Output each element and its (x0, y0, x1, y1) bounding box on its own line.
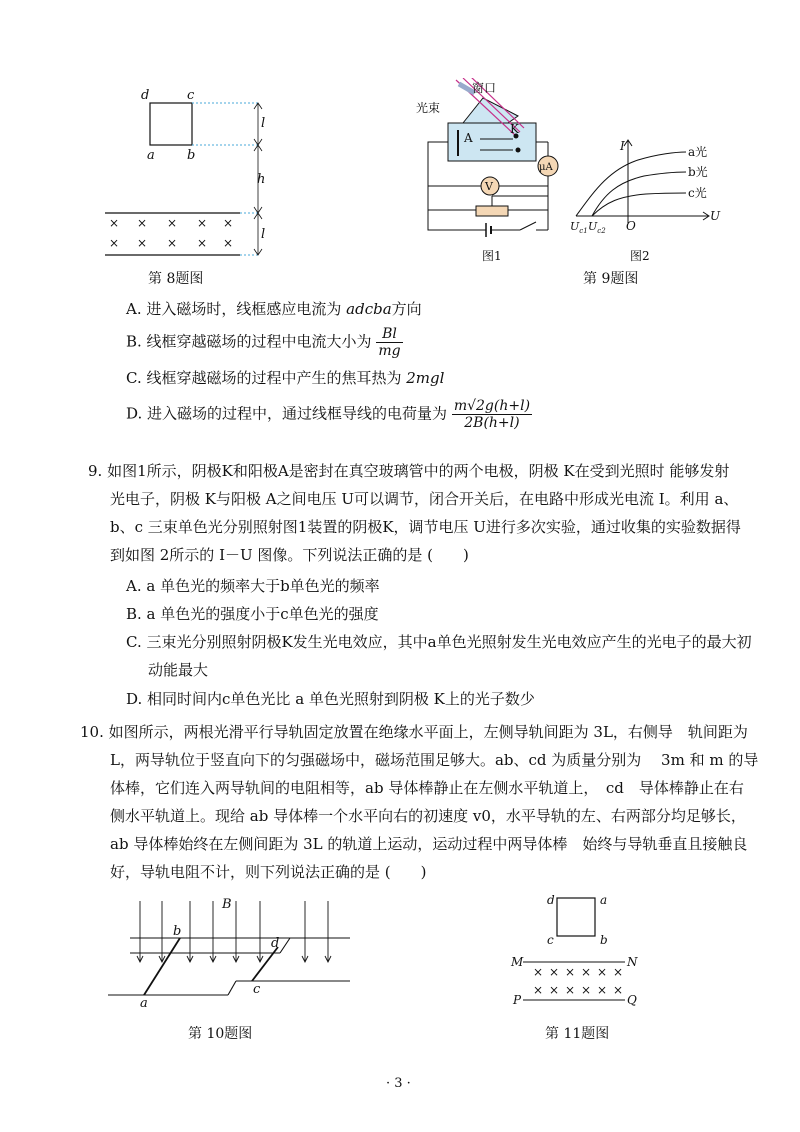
q8-option-d: D. 进入磁场的过程中，通过线框导线的电荷量为 $\frac{m√2g(h+l)}{2B(h+l)}$ (126, 398, 531, 431)
svg-text:×: × (549, 983, 560, 997)
figure-8 (95, 85, 275, 260)
label-l-bottom: l (261, 227, 266, 242)
q10-line-1: 10. 如图所示，两根光滑平行导轨固定放置在绝缘水平面上，左侧导轨间距为 3L，右侧导 轨间距为 (80, 723, 748, 741)
figure-9 (408, 78, 728, 263)
svg-text:×: × (109, 216, 120, 230)
q9-option-c-line-1: C. 三束光分别照射阴极K发生光电效应，其中a单色光照射发生光电效应产生的光电子的最大初 (126, 633, 752, 651)
svg-text:×: × (137, 236, 148, 250)
q9-option-b: B. a 单色光的强度小于c单色光的强度 (126, 605, 379, 623)
microammeter-label: μA (539, 162, 553, 173)
svg-text:×: × (223, 236, 234, 250)
beam-label: 光束 (416, 101, 441, 115)
svg-text:×: × (197, 236, 208, 250)
b-light-label: b光 (688, 165, 708, 179)
q8-option-b: B. 线框穿越磁场的过程中电流大小为 $\frac{Bl}{mg}$ (126, 326, 401, 359)
svg-text:×: × (223, 216, 234, 230)
q10-line-3: 体棒，它们连入两导轨间的电阻相等，ab 导体棒静止在左侧水平轨道上， cd 导体棒静止在右 (110, 779, 744, 797)
svg-text:×: × (167, 216, 178, 230)
page-number: · 3 · (386, 1076, 411, 1091)
svg-text:×: × (581, 965, 592, 979)
label-b: b (187, 148, 196, 163)
label-B: B (222, 897, 232, 912)
window-label: 窗口 (472, 81, 497, 95)
q9-line-3: b、c 三束单色光分别照射图1装置的阴极K，调节电压 U进行多次实验，通过收集的实验数据得 (110, 518, 741, 536)
label-d: d (141, 88, 150, 103)
voltmeter-label: V (485, 180, 493, 193)
wire-frame (150, 103, 192, 145)
figure-10-caption: 第 10题图 (188, 1026, 253, 1042)
figure-10 (100, 893, 360, 1008)
figure-11 (505, 890, 655, 1010)
rod-cd (252, 947, 278, 981)
q9-option-d: D. 相同时间内c单色光比 a 单色光照射到阴极 K上的光子数少 (126, 690, 535, 708)
label-d-rod: d (271, 936, 280, 951)
svg-text:×: × (109, 236, 120, 250)
current-fraction: $\frac{Bl}{mg}$ (378, 326, 401, 359)
square-frame (557, 898, 595, 936)
svg-text:×: × (137, 216, 148, 230)
q10-line-4: 侧水平轨道上。现给 ab 导体棒一个水平向右的初速度 v0，水平导轨的左、右两部分均足够长， (110, 807, 746, 825)
q9-option-c-line-2: 动能最大 (148, 661, 209, 679)
svg-text:×: × (597, 965, 608, 979)
label-a-11: a (600, 893, 608, 907)
svg-text:×: × (597, 983, 608, 997)
figure-11-caption: 第 11题图 (545, 1026, 610, 1042)
svg-text:×: × (565, 965, 576, 979)
magnetic-field-crosses (109, 216, 233, 250)
label-P: P (513, 993, 522, 1007)
axis-u-label: U (710, 209, 721, 223)
q9-line-4: 到如图 2所示的 I－U 图像。下列说法正确的是 ( ) (110, 546, 469, 564)
svg-text:×: × (549, 965, 560, 979)
origin-label: O (626, 219, 636, 233)
svg-text:×: × (197, 216, 208, 230)
cathode-label: K (510, 122, 519, 136)
label-Q: Q (627, 993, 637, 1007)
label-h: h (257, 172, 266, 187)
svg-text:×: × (167, 236, 178, 250)
svg-text:×: × (533, 965, 544, 979)
label-b-11: b (600, 933, 608, 947)
label-M: M (511, 955, 524, 969)
q9-line-2: 光电子，阴极 K与阳极 A之间电压 U可以调节，闭合开关后，在电路中形成光电流 I。利用 a、 (110, 490, 739, 508)
q8-option-a: A. 进入磁场时，线框感应电流为 adcba方向 (126, 300, 422, 318)
axis-i-label: I (620, 139, 625, 153)
q8-option-c: C. 线框穿越磁场的过程中产生的焦耳热为 2mgl (126, 369, 445, 387)
figure-8-caption: 第 8题图 (148, 271, 204, 287)
q9-option-a: A. a 单色光的频率大于b单色光的频率 (126, 577, 380, 595)
vacuum-tube (448, 123, 536, 161)
charge-fraction: $\frac{m√2g(h+l)}{2B(h+l)}$ (453, 398, 531, 431)
label-c-11: c (547, 933, 554, 947)
field-crosses-11 (533, 965, 623, 997)
figure-9-caption: 第 9题图 (583, 271, 639, 287)
label-N: N (627, 955, 638, 969)
q10-line-5: ab 导体棒始终在左侧间距为 3L 的轨道上运动，运动过程中两导体棒 始终与导轨垂直且接触良 (110, 835, 748, 853)
fig2-label: 图2 (630, 249, 650, 263)
label-l-top: l (261, 116, 266, 131)
a-light-label: a光 (688, 145, 708, 159)
uc1-label: $U_{c1}$ (570, 220, 588, 235)
curve-a (576, 152, 686, 216)
q10-line-2: L，两导轨位于竖直向下的匀强磁场中，磁场范围足够大。ab、cd 为质量分别为 3m 和 m 的导 (110, 751, 759, 769)
fig1-label: 图1 (482, 249, 502, 263)
label-a-rod: a (140, 996, 148, 1008)
label-c: c (187, 88, 195, 103)
svg-text:×: × (613, 983, 624, 997)
label-b-rod: b (173, 924, 182, 939)
anode-label: A (464, 131, 473, 145)
q10-line-6: 好，导轨电阻不计，则下列说法正确的是 ( ) (110, 863, 427, 881)
svg-text:×: × (613, 965, 624, 979)
label-c-rod: c (253, 982, 261, 997)
label-d-11: d (547, 893, 555, 907)
label-a: a (147, 148, 155, 163)
svg-text:×: × (533, 983, 544, 997)
svg-text:×: × (565, 983, 576, 997)
uc2-label: $U_{c2}$ (588, 220, 606, 235)
c-light-label: c光 (688, 186, 707, 200)
q9-line-1: 9. 如图1所示，阴极K和阳极A是密封在真空玻璃管中的两个电极，阴极 K在受到光照时 能够发射 (88, 462, 730, 480)
svg-text:×: × (581, 983, 592, 997)
